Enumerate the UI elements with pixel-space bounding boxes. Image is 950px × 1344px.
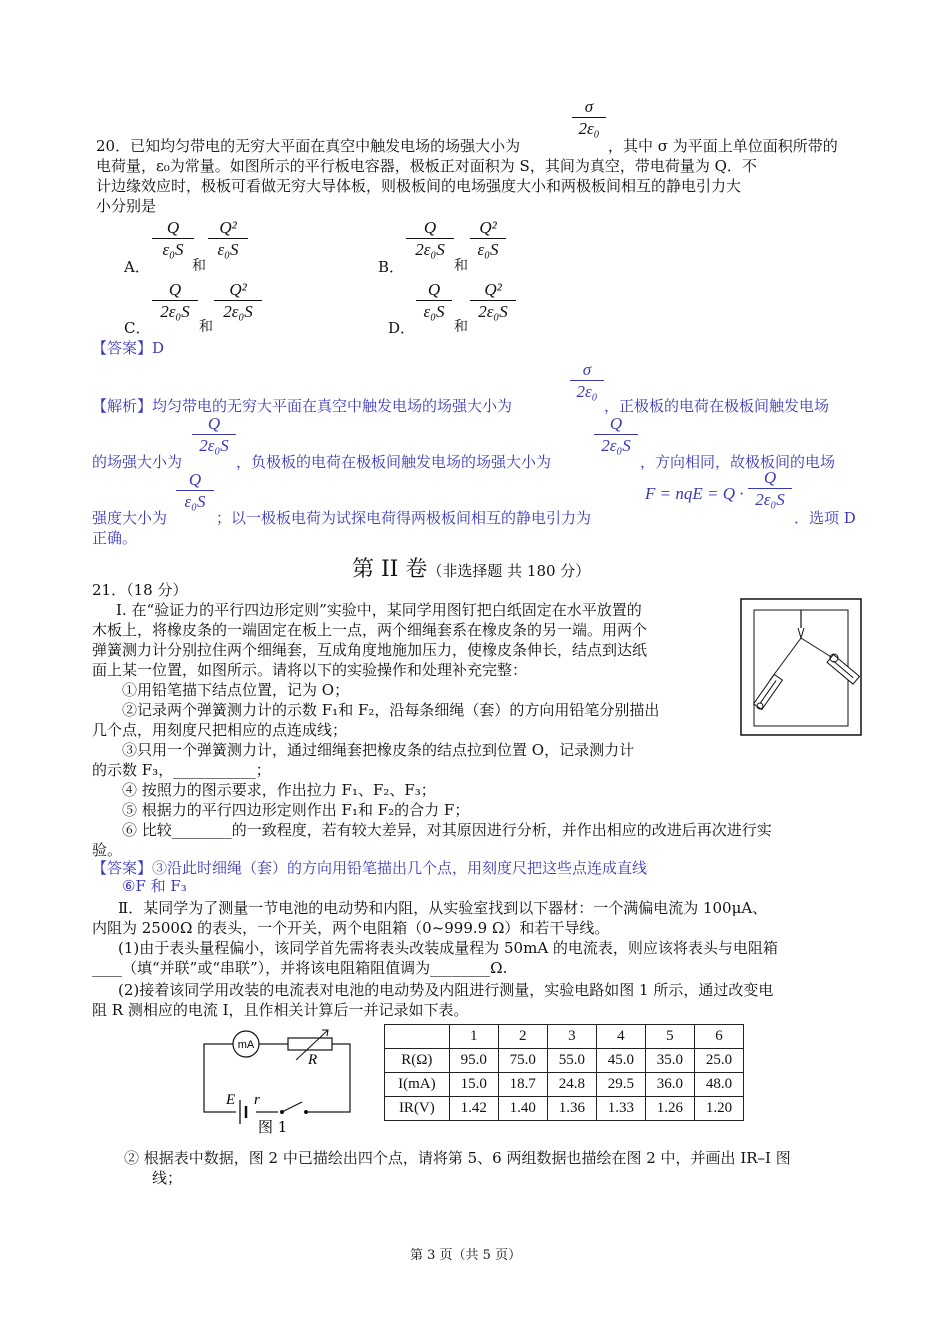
option-b-frac2: $\frac{\text{Q²}}{\text{ε₀S}}$ bbox=[470, 218, 506, 261]
q20-line2: 电荷量，ε₀为常量。如图所示的平行板电容器，极板正对面积为 S，其间为真空，带电荷量为 Q．不 bbox=[96, 157, 757, 175]
exp-line2a: 的场强大小为 bbox=[92, 453, 183, 471]
q21-s6b: 验。 bbox=[92, 841, 123, 859]
q21-ii4: ____（填“并联”或“串联”），并将该电阻箱阻值调为________Ω. bbox=[92, 959, 508, 977]
circuit-diagram bbox=[196, 1024, 366, 1140]
q21-last2: 线； bbox=[152, 1169, 183, 1187]
and-text: 和 bbox=[199, 319, 213, 335]
q21-answer2: ⑥F 和 F₃ bbox=[122, 877, 187, 895]
resistor-label: R bbox=[308, 1052, 318, 1068]
option-d-frac2: $\frac{\text{Q²}}{\text{2ε₀S}}$ bbox=[470, 280, 516, 323]
q21-last1: ② 根据表中数据，图 2 中已描绘出四个点，请将第 5、6 两组数据也描绘在图 2 中，并画出 IR–I 图 bbox=[124, 1149, 791, 1167]
q21-ii6: 阻 R 测相应的电流 I，且作相关计算后一并记录如下表。 bbox=[92, 1001, 469, 1019]
q21-s6: ⑥ 比较________的一致程度，若有较大差异，对其原因进行分析，并作出相应的改进后再次进行实 bbox=[122, 821, 772, 839]
exp-frac1: $\frac{Q}{\text{2ε₀S}}$ bbox=[192, 414, 236, 457]
option-c-frac2: $\frac{\text{Q²}}{\text{2ε₀S}}$ bbox=[214, 280, 262, 323]
force-experiment-figure bbox=[740, 598, 862, 736]
option-c-label: C． bbox=[124, 319, 151, 337]
q21-head: 21．（18 分） bbox=[92, 581, 188, 599]
q21-s1: ①用铅笔描下结点位置，记为 O； bbox=[122, 681, 350, 699]
exp-line1b: ，正极板的电荷在极板间触发电场 bbox=[604, 397, 830, 415]
q21-s2: ②记录两个弹簧测力计的示数 F₁和 F₂，沿每条细绳（套）的方向用铅笔分别描出 bbox=[122, 701, 660, 719]
option-a-label: A． bbox=[124, 258, 150, 276]
exp-frac2: $\frac{Q}{\text{2ε₀S}}$ bbox=[594, 414, 638, 457]
option-b-frac1: $\frac{Q}{\text{2ε₀S}}$ bbox=[406, 218, 454, 261]
q21-p3: 弹簧测力计分别拉住两个细绳套，互成角度地施加压力，使橡皮条伸长，结点到达纸 bbox=[92, 641, 648, 659]
q21-s5: ⑤ 根据力的平行四边形定则作出 F₁和 F₂的合力 F； bbox=[122, 801, 470, 819]
q21-p2: 木板上，将橡皮条的一端固定在板上一点，两个细绳套系在橡皮条的另一端。用两个 bbox=[92, 621, 648, 639]
meter-label: mA bbox=[237, 1039, 255, 1051]
q20-line4: 小分别是 bbox=[96, 197, 157, 215]
and-text: 和 bbox=[192, 258, 206, 274]
frac-den: 2ε₀ bbox=[578, 119, 600, 138]
emf-label: E bbox=[226, 1092, 236, 1108]
section-title-main: 第 II 卷 bbox=[352, 557, 428, 582]
table-row: R(Ω) 95.0 75.0 55.0 45.0 35.0 25.0 bbox=[385, 1049, 744, 1073]
frac-num: σ bbox=[572, 97, 606, 118]
sigma-fraction bbox=[572, 97, 606, 140]
q21-ii3: (1)由于表头量程偏小，该同学首先需将表头改装成量程为 50mA 的电流表，则应该将表头与电阻箱 bbox=[118, 939, 778, 957]
q21-s3b: 的示数 F₃，___________； bbox=[92, 761, 271, 779]
section-title-sub: （非选择题 共 180 分） bbox=[427, 562, 591, 580]
option-d-frac1: $\frac{Q}{\text{ε₀S}}$ bbox=[416, 280, 452, 323]
exp-line3a: 强度大小为 bbox=[92, 509, 168, 527]
exp-frac4: $\frac{Q}{\text{2ε₀S}}$ bbox=[748, 468, 792, 511]
section-title bbox=[352, 552, 590, 583]
q20-answer: 【答案】D bbox=[92, 339, 165, 357]
option-b-label: B． bbox=[378, 258, 405, 276]
q21-answer1: 【答案】③沿此时细绳（套）的方向用铅笔描出几个点，用刻度尺把这些点连成直线 bbox=[92, 859, 648, 877]
exp-line2c: ，方向相同，故极板间的电场 bbox=[640, 453, 836, 471]
option-a-frac2: $\frac{\text{Q²}}{\text{ε₀S}}$ bbox=[208, 218, 248, 261]
and-text: 和 bbox=[454, 319, 468, 335]
q21-p1: Ⅰ. 在“验证力的平行四边形定则”实验中，某同学用图钉把白纸固定在水平放置的 bbox=[116, 601, 642, 619]
exp-line3d: ．选项 D bbox=[794, 509, 856, 527]
option-a-frac1: $\frac{Q}{\text{ε₀S}}$ bbox=[152, 218, 194, 261]
measurement-table bbox=[384, 1024, 744, 1121]
exp-line2b: ，负极板的电荷在极板间触发电场的场强大小为 bbox=[236, 453, 552, 471]
exp-line3b: ；以一极板电荷为试探电荷得两极板间相互的静电引力为 bbox=[216, 509, 592, 527]
exp-frac3: $\frac{Q}{\text{ε₀S}}$ bbox=[176, 470, 214, 513]
exp-line1a: 【解析】均匀带电的无穷大平面在真空中触发电场的场强大小为 bbox=[92, 397, 513, 415]
q21-ii5: (2)接着该同学用改装的电流表对电池的电动势及内阻进行测量，实验电路如图 1 所示，通过改变电 bbox=[118, 981, 774, 999]
q20-line3: 计边缘效应时，极板可看做无穷大导体板，则极板间的电场强度大小和两极板间相互的静电引力大 bbox=[96, 177, 742, 195]
q21-ii1: Ⅱ．某同学为了测量一节电池的电动势和内阻，从实验室找到以下器材：一个满偏电流为 100μA、 bbox=[118, 899, 768, 917]
q21-s4: ④ 按照力的图示要求，作出拉力 F₁、F₂、F₃； bbox=[122, 781, 436, 799]
table-row: IR(V) 1.42 1.40 1.36 1.33 1.26 1.20 bbox=[385, 1097, 744, 1121]
table-row: 1 2 3 4 5 6 bbox=[385, 1025, 744, 1049]
q21-ii2: 内阻为 2500Ω 的表头，一个开关，两个电阻箱（0~999.9 Ω）和若干导线。 bbox=[92, 919, 610, 937]
figure1-caption: 图 1 bbox=[258, 1118, 288, 1136]
exp-sigma-frac: $\frac{\sigma}{\text{2ε₀}}$ bbox=[570, 360, 604, 403]
q20-line1a: 20．已知均匀带电的无穷大平面在真空中触发电场的场强大小为 bbox=[96, 137, 521, 155]
exp-force-formula: F = nqE = Q · bbox=[645, 484, 744, 503]
q20-line1b: ，其中 σ 为平面上单位面积所带的 bbox=[608, 137, 838, 155]
q21-s2b: 几个点，用刻度尺把相应的点连成线； bbox=[92, 721, 348, 739]
option-d-label: D． bbox=[388, 319, 416, 337]
and-text: 和 bbox=[454, 258, 468, 274]
q21-p4: 面上某一位置，如图所示。请将以下的实验操作和处理补充完整： bbox=[92, 661, 528, 679]
q21-s3: ③只用一个弹簧测力计，通过细绳套把橡皮条的结点拉到位置 O，记录测力计 bbox=[122, 741, 635, 759]
page-footer: 第 3 页（共 5 页） bbox=[410, 1248, 522, 1263]
exp-line4: 正确。 bbox=[92, 529, 138, 547]
table-row: I(mA) 15.0 18.7 24.8 29.5 36.0 48.0 bbox=[385, 1073, 744, 1097]
internal-r-label: r bbox=[254, 1092, 260, 1108]
option-c-frac1: $\frac{Q}{\text{2ε₀S}}$ bbox=[152, 280, 198, 323]
